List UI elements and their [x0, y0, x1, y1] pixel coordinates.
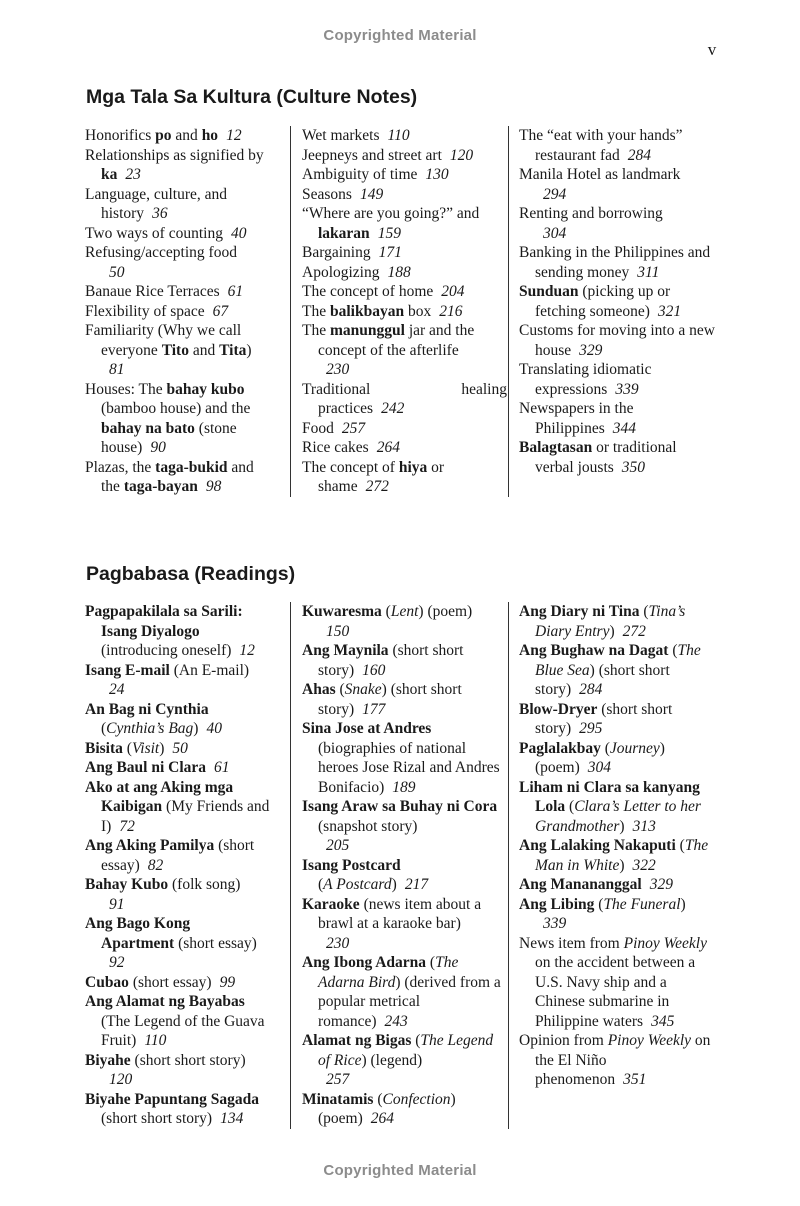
- entry-title: Ang Ibong Adarna: [302, 954, 427, 971]
- index-entry: [85, 758, 277, 778]
- entry-text: Honorifics: [85, 127, 156, 144]
- index-entry: [302, 243, 507, 263]
- entry-title: Tita: [219, 341, 247, 359]
- index-entry: [519, 126, 715, 165]
- page-ref: 134: [220, 1110, 244, 1127]
- index-entry: [302, 165, 507, 185]
- entry-title: Ang Lalaking Nakaputi: [519, 837, 676, 854]
- entry-text: ): [391, 876, 397, 893]
- entry-text: A Postcard: [323, 876, 392, 893]
- page-ref: 61: [227, 283, 244, 300]
- page-ref: 12: [226, 127, 242, 144]
- entry-text: The Man in White: [535, 837, 709, 874]
- index-entry: [519, 778, 715, 837]
- entry-text: (My Friends and I): [101, 798, 270, 835]
- index-entry: [85, 302, 275, 322]
- page-ref: 110: [387, 127, 410, 144]
- entry-text: Wet markets: [302, 127, 380, 144]
- entry-text: (: [411, 1032, 421, 1049]
- entry-title: Blow-Dryer: [519, 700, 598, 718]
- page-ref: 311: [637, 263, 660, 281]
- page-ref: 264: [376, 439, 400, 456]
- entry-title: Apartment: [101, 934, 175, 952]
- page-ref: 257: [326, 1071, 350, 1088]
- entry-text: (picking up or fetching someone): [535, 283, 671, 320]
- entry-text: The: [302, 322, 330, 339]
- index-entry: [302, 856, 507, 895]
- entry-title: bahay kubo: [166, 380, 245, 398]
- entry-text: The concept of: [302, 458, 399, 476]
- page-ref: 230: [326, 934, 350, 952]
- entry-text: (biographies of national heroes Jose Rizal and Andres Bonifacio): [318, 739, 500, 796]
- page-ref: 257: [341, 419, 366, 437]
- entry-title: Ang Baul ni Clara: [85, 759, 207, 776]
- index-entry: [85, 973, 277, 993]
- index-entry: [302, 282, 507, 302]
- page-ref: 304: [543, 224, 567, 242]
- index-entry: [85, 836, 277, 875]
- page-ref: 230: [326, 361, 350, 378]
- index-entry: [85, 224, 275, 244]
- readings-column-2: [290, 602, 507, 1129]
- entry-text: (: [335, 681, 345, 698]
- culture-notes-column-2: [290, 126, 507, 497]
- page-ref: 205: [326, 837, 350, 854]
- index-entry: [85, 992, 277, 1051]
- entry-text: “Where are you going?” and: [302, 205, 480, 222]
- entry-text: ): [619, 817, 625, 835]
- page-ref: 92: [109, 954, 125, 971]
- index-entry: [85, 875, 277, 914]
- entry-text: Bargaining: [302, 244, 371, 261]
- index-entry: [302, 458, 507, 497]
- index-entry: [302, 302, 507, 322]
- entry-text: Seasons: [302, 185, 352, 203]
- entry-title: Paglalakbay: [519, 739, 601, 757]
- entry-text: (: [668, 642, 678, 659]
- index-entry: [519, 739, 715, 778]
- readings-column-3: [508, 602, 715, 1129]
- entry-title: taga-bayan: [123, 478, 198, 495]
- entry-title: Isang E-mail: [85, 661, 170, 679]
- entry-text: (: [318, 876, 324, 893]
- page-ref: 284: [627, 146, 652, 164]
- index-entry: [302, 895, 507, 954]
- entry-text: Food: [302, 419, 334, 437]
- entry-text: The Legend of Rice: [318, 1032, 494, 1069]
- index-entry: [519, 321, 715, 360]
- entry-title: Biyahe: [85, 1051, 131, 1069]
- index-entry: [519, 399, 715, 438]
- culture-notes-column-1: [85, 126, 275, 497]
- entry-text: Two ways of counting: [85, 224, 223, 242]
- page-ref: 351: [623, 1071, 647, 1088]
- entry-title: Alamat ng Bigas: [302, 1032, 412, 1049]
- page-ref: 159: [377, 224, 401, 242]
- entry-text: ) (poem): [318, 1090, 456, 1127]
- index-entry: [85, 458, 275, 497]
- entry-title: bahay na bato: [101, 419, 195, 437]
- entry-text: (: [639, 603, 649, 620]
- entry-text: ): [609, 622, 615, 640]
- page-ref: 40: [206, 720, 222, 737]
- entry-title: Balagtasan: [519, 439, 593, 456]
- entry-text: Refusing/accepting food: [85, 244, 237, 261]
- page-ref: 321: [657, 302, 682, 320]
- entry-title: Ang Manananggal: [519, 876, 642, 893]
- entry-title: Ang Maynila: [302, 642, 389, 659]
- entry-title: Karaoke: [302, 895, 360, 913]
- index-entry: [519, 836, 715, 875]
- index-entry: [302, 380, 507, 419]
- entry-text: Renting and borrowing: [519, 205, 663, 222]
- page-ref: 23: [125, 166, 141, 183]
- index-entry: [85, 914, 277, 973]
- entry-text: (: [381, 603, 391, 620]
- entry-text: (short short story): [318, 642, 464, 679]
- page-ref: 160: [362, 661, 386, 679]
- entry-title: Sunduan: [519, 283, 579, 300]
- page-ref: 189: [392, 778, 416, 796]
- entry-text: ): [246, 341, 252, 359]
- page-ref: 188: [387, 263, 411, 281]
- entry-text: (introducing oneself): [101, 642, 232, 659]
- page-ref: 91: [109, 895, 125, 913]
- entry-text: (: [594, 895, 604, 913]
- entry-text: ) (derived from a popular metrical romance): [318, 973, 501, 1030]
- entry-title: Biyahe Papuntang Sagada: [85, 1090, 259, 1108]
- entry-text: (short essay): [174, 934, 257, 952]
- entry-text: ) (legend): [361, 1051, 423, 1069]
- index-entry: [85, 739, 277, 759]
- entry-text: Newspapers in the Philippines: [519, 400, 634, 437]
- entry-text: The Blue Sea: [535, 642, 701, 679]
- entry-text: (: [675, 837, 685, 854]
- page-ref: 24: [109, 681, 125, 698]
- page-ref: 130: [425, 166, 449, 183]
- entry-text: (: [122, 739, 132, 757]
- page-ref: 272: [365, 478, 389, 495]
- entry-title: Tito: [161, 341, 189, 359]
- entry-title: Ang Libing: [519, 895, 595, 913]
- page-ref: 12: [239, 642, 255, 659]
- page-ref: 110: [144, 1032, 167, 1049]
- entry-text: ) (short short story): [535, 661, 670, 698]
- page-ref: 98: [205, 478, 222, 495]
- entry-title: ka: [101, 166, 118, 183]
- entry-title: Kuwaresma: [302, 603, 382, 620]
- page-ref: 177: [362, 700, 386, 718]
- page-ref: 339: [615, 380, 639, 398]
- index-entry: [302, 321, 507, 380]
- page-ref: 344: [612, 419, 637, 437]
- page-ref: 304: [587, 759, 612, 776]
- copyright-watermark-bottom: Copyrighted Material: [323, 1162, 477, 1179]
- entry-title: lakaran: [318, 224, 370, 242]
- entry-text: (short short story): [535, 700, 673, 737]
- page-ref: 329: [649, 876, 673, 893]
- entry-title: Sina Jose at Andres: [302, 720, 432, 737]
- entry-text: ): [680, 895, 686, 913]
- entry-text: (short essay): [101, 837, 255, 874]
- page-ref: 36: [152, 205, 168, 222]
- entry-text: The Funeral: [603, 895, 681, 913]
- entry-text: (snapshot story): [318, 817, 418, 835]
- index-entry: [302, 204, 507, 243]
- index-entry: [85, 1090, 277, 1129]
- index-entry: [85, 243, 275, 282]
- page-ref: 120: [449, 146, 474, 164]
- entry-text: News item from: [519, 934, 624, 952]
- page-ref: 313: [632, 817, 656, 835]
- index-entry: [302, 438, 507, 458]
- index-entry: [519, 1031, 715, 1090]
- page-ref: 40: [230, 224, 247, 242]
- page-ref: 90: [150, 439, 166, 456]
- entry-title: Ahas: [302, 681, 336, 698]
- index-entry: [85, 602, 277, 661]
- index-entry: [302, 719, 507, 797]
- entry-title: Pagpapakilala sa Sarili: Isang Diyalogo: [85, 603, 243, 640]
- page-ref: 272: [622, 622, 646, 640]
- section-title-culture-notes: Mga Tala Sa Kultura (Culture Notes): [86, 86, 418, 108]
- entry-title: hiya: [398, 458, 428, 476]
- entry-title: Bisita: [85, 739, 123, 757]
- entry-text: (The Legend of the Guava Fruit): [101, 1012, 265, 1049]
- index-entry: [302, 680, 507, 719]
- entry-title: manunggul: [329, 322, 405, 339]
- entry-text: Cynthia’s Bag: [106, 720, 194, 737]
- entry-title: Ako at ang Aking mga Kaibigan: [85, 778, 234, 815]
- page-ref: 204: [441, 283, 465, 300]
- entry-title: Liham ni Clara sa kanyang Lola: [519, 778, 700, 815]
- index-entry: [302, 1031, 507, 1090]
- index-entry: [302, 185, 507, 205]
- index-entry: [85, 282, 275, 302]
- entry-text: (news item about a brawl at a karaoke bar): [318, 895, 482, 932]
- entry-text: (short essay): [128, 973, 212, 991]
- entry-text: Lent: [390, 603, 419, 620]
- section-title-readings: Pagbabasa (Readings): [86, 563, 296, 585]
- entry-text: Rice cakes: [302, 439, 369, 456]
- index-entry: [85, 185, 275, 224]
- index-entry: [85, 321, 275, 380]
- entry-text: and the: [101, 458, 254, 495]
- entry-title: Ang Aking Pamilya: [85, 837, 215, 854]
- index-entry: [519, 875, 715, 895]
- index-entry: [302, 1090, 507, 1129]
- index-entry: [519, 282, 715, 321]
- entry-text: practices: [318, 400, 374, 417]
- entry-text: Manila Hotel as landmark: [519, 166, 681, 183]
- entry-text: ): [159, 739, 165, 757]
- entry-text: or traditional verbal jousts: [535, 439, 677, 476]
- index-entry: [302, 263, 507, 283]
- entry-text: and: [188, 341, 220, 359]
- entry-text: Opinion from: [519, 1032, 608, 1049]
- page-ref: 242: [381, 400, 405, 417]
- entry-text: Visit: [131, 739, 160, 757]
- page-ref: 67: [212, 302, 229, 320]
- entry-text: Translating idiomatic expressions: [519, 361, 652, 398]
- page-ref: 350: [621, 458, 646, 476]
- entry-text: jar and the concept of the afterlife: [318, 322, 475, 359]
- index-entry: [519, 360, 715, 399]
- index-entry: [85, 700, 277, 739]
- page-ref: 329: [579, 341, 603, 359]
- entry-text: Banking in the Philippines and sending money: [519, 244, 711, 281]
- index-entry: [519, 641, 715, 700]
- page-ref: 171: [378, 244, 402, 261]
- page-ref: 322: [632, 856, 656, 874]
- entry-text: and: [171, 127, 202, 144]
- entry-text: (short short story): [130, 1051, 246, 1069]
- entry-title: taga-bukid: [155, 458, 228, 476]
- entry-text: (folk song): [168, 876, 241, 893]
- index-entry: [519, 895, 715, 934]
- entry-text: or shame: [318, 458, 445, 495]
- index-entry: [519, 438, 715, 477]
- entry-text: (: [565, 798, 575, 815]
- page-ref: 50: [109, 263, 125, 281]
- page-ref: 72: [119, 817, 135, 835]
- index-entry: [85, 380, 275, 458]
- entry-text: Pinoy Weekly: [607, 1032, 692, 1049]
- index-entry: [85, 146, 275, 185]
- page-ref: 61: [214, 759, 230, 776]
- entry-text: ) (poem): [535, 739, 665, 776]
- index-entry: [85, 661, 277, 700]
- entry-text: (: [101, 720, 107, 737]
- index-entry: [302, 146, 507, 166]
- entry-title: balikbayan: [329, 302, 405, 320]
- index-entry: [519, 204, 715, 243]
- entry-text: Familiarity (Why we call everyone: [85, 322, 242, 359]
- entry-title: Isang Araw sa Buhay ni Cora: [302, 798, 498, 815]
- culture-notes-column-3: [508, 126, 715, 497]
- entry-text: ): [619, 856, 625, 874]
- entry-text: Banaue Rice Terraces: [85, 283, 220, 300]
- entry-text: The “eat with your hands” restaurant fad: [519, 127, 683, 164]
- entry-title: Ang Diary ni Tina: [519, 603, 640, 620]
- page-ref: 216: [439, 302, 463, 320]
- page-ref: 294: [543, 185, 567, 203]
- entry-title: Ang Bughaw na Dagat: [519, 642, 669, 659]
- page-ref: 264: [370, 1110, 395, 1127]
- entry-text: (stone house): [101, 419, 237, 456]
- page-ref: 120: [109, 1071, 133, 1088]
- entry-text: Relationships as signified by: [85, 146, 264, 164]
- index-entry: [302, 126, 507, 146]
- index-entry: [302, 641, 507, 680]
- entry-text: Flexibility of space: [85, 302, 205, 320]
- index-entry: [519, 243, 715, 282]
- index-entry: [85, 1051, 277, 1090]
- entry-text: ) (poem): [418, 603, 473, 620]
- entry-title: po: [155, 127, 172, 144]
- entry-text: The Adarna Bird: [318, 954, 459, 991]
- index-entry: [519, 165, 715, 204]
- entry-text: (short short story): [101, 1110, 213, 1127]
- entry-text: Apologizing: [302, 263, 380, 281]
- page-ref: 295: [579, 720, 603, 737]
- entry-text: on the accident between a U.S. Navy ship and a Chinese submarine in Philippine waters: [535, 954, 696, 1030]
- entry-text: Traditional healing: [302, 380, 507, 398]
- entry-title: Ang Alamat ng Bayabas: [85, 993, 245, 1010]
- entry-text: on the El Niño phenomenon: [535, 1032, 711, 1088]
- copyright-watermark-top: Copyrighted Material: [323, 27, 477, 44]
- entry-text: (: [600, 739, 610, 757]
- page-ref: 243: [384, 1012, 408, 1030]
- page-ref: 345: [651, 1012, 675, 1030]
- page-ref: 82: [147, 856, 164, 874]
- index-entry: [302, 419, 507, 439]
- entry-title: Isang Postcard: [302, 856, 401, 874]
- index-entry: [519, 700, 715, 739]
- entry-title: ho: [201, 127, 219, 144]
- index-entry: [519, 602, 715, 641]
- entry-text: Clara’s Letter to her Grandmother: [535, 798, 701, 835]
- entry-text: Journey: [609, 739, 660, 757]
- entry-title: Bahay Kubo: [85, 876, 169, 893]
- entry-text: box: [404, 302, 432, 320]
- page-ref: 217: [404, 876, 429, 893]
- entry-text: Customs for moving into a new house: [519, 322, 715, 359]
- entry-text: Tina’s Diary Entry: [535, 603, 686, 640]
- index-entry: [519, 934, 715, 1032]
- page-ref: 149: [359, 185, 384, 203]
- entry-text: ) (short short story): [318, 681, 462, 718]
- entry-title: Ang Bago Kong: [85, 915, 191, 932]
- entry-text: Snake: [344, 681, 382, 698]
- entry-text: Pinoy Weekly: [623, 934, 707, 952]
- index-entry: [302, 797, 507, 856]
- entry-text: Jeepneys and street art: [302, 146, 442, 164]
- page-ref: 99: [219, 973, 236, 991]
- entry-text: Plazas, the: [85, 458, 156, 476]
- entry-text: (bamboo house) and the: [101, 400, 251, 417]
- entry-text: Houses: The: [85, 380, 167, 398]
- entry-text: (: [373, 1090, 383, 1108]
- entry-text: Language, culture, and history: [85, 185, 228, 222]
- page-ref: 81: [109, 361, 125, 378]
- index-entry: [302, 602, 507, 641]
- entry-text: Ambiguity of time: [302, 166, 418, 183]
- page-number: v: [707, 40, 717, 59]
- index-entry: [302, 953, 507, 1031]
- entry-title: An Bag ni Cynthia: [85, 700, 209, 718]
- entry-text: The: [302, 302, 330, 320]
- entry-text: (An E-mail): [169, 661, 250, 679]
- entry-text: The concept of home: [302, 283, 434, 300]
- index-entry: [85, 126, 275, 146]
- entry-text: Confection: [382, 1090, 451, 1108]
- page-ref: 150: [326, 622, 350, 640]
- index-entry: [85, 778, 277, 837]
- page-ref: 284: [579, 681, 603, 698]
- entry-title: Minatamis: [302, 1090, 374, 1108]
- entry-text: (: [426, 954, 436, 971]
- page-ref: 50: [172, 739, 188, 757]
- entry-title: Cubao: [85, 973, 129, 991]
- readings-column-1: [85, 602, 277, 1129]
- entry-text: ): [193, 720, 199, 737]
- page-ref: 339: [543, 915, 567, 932]
